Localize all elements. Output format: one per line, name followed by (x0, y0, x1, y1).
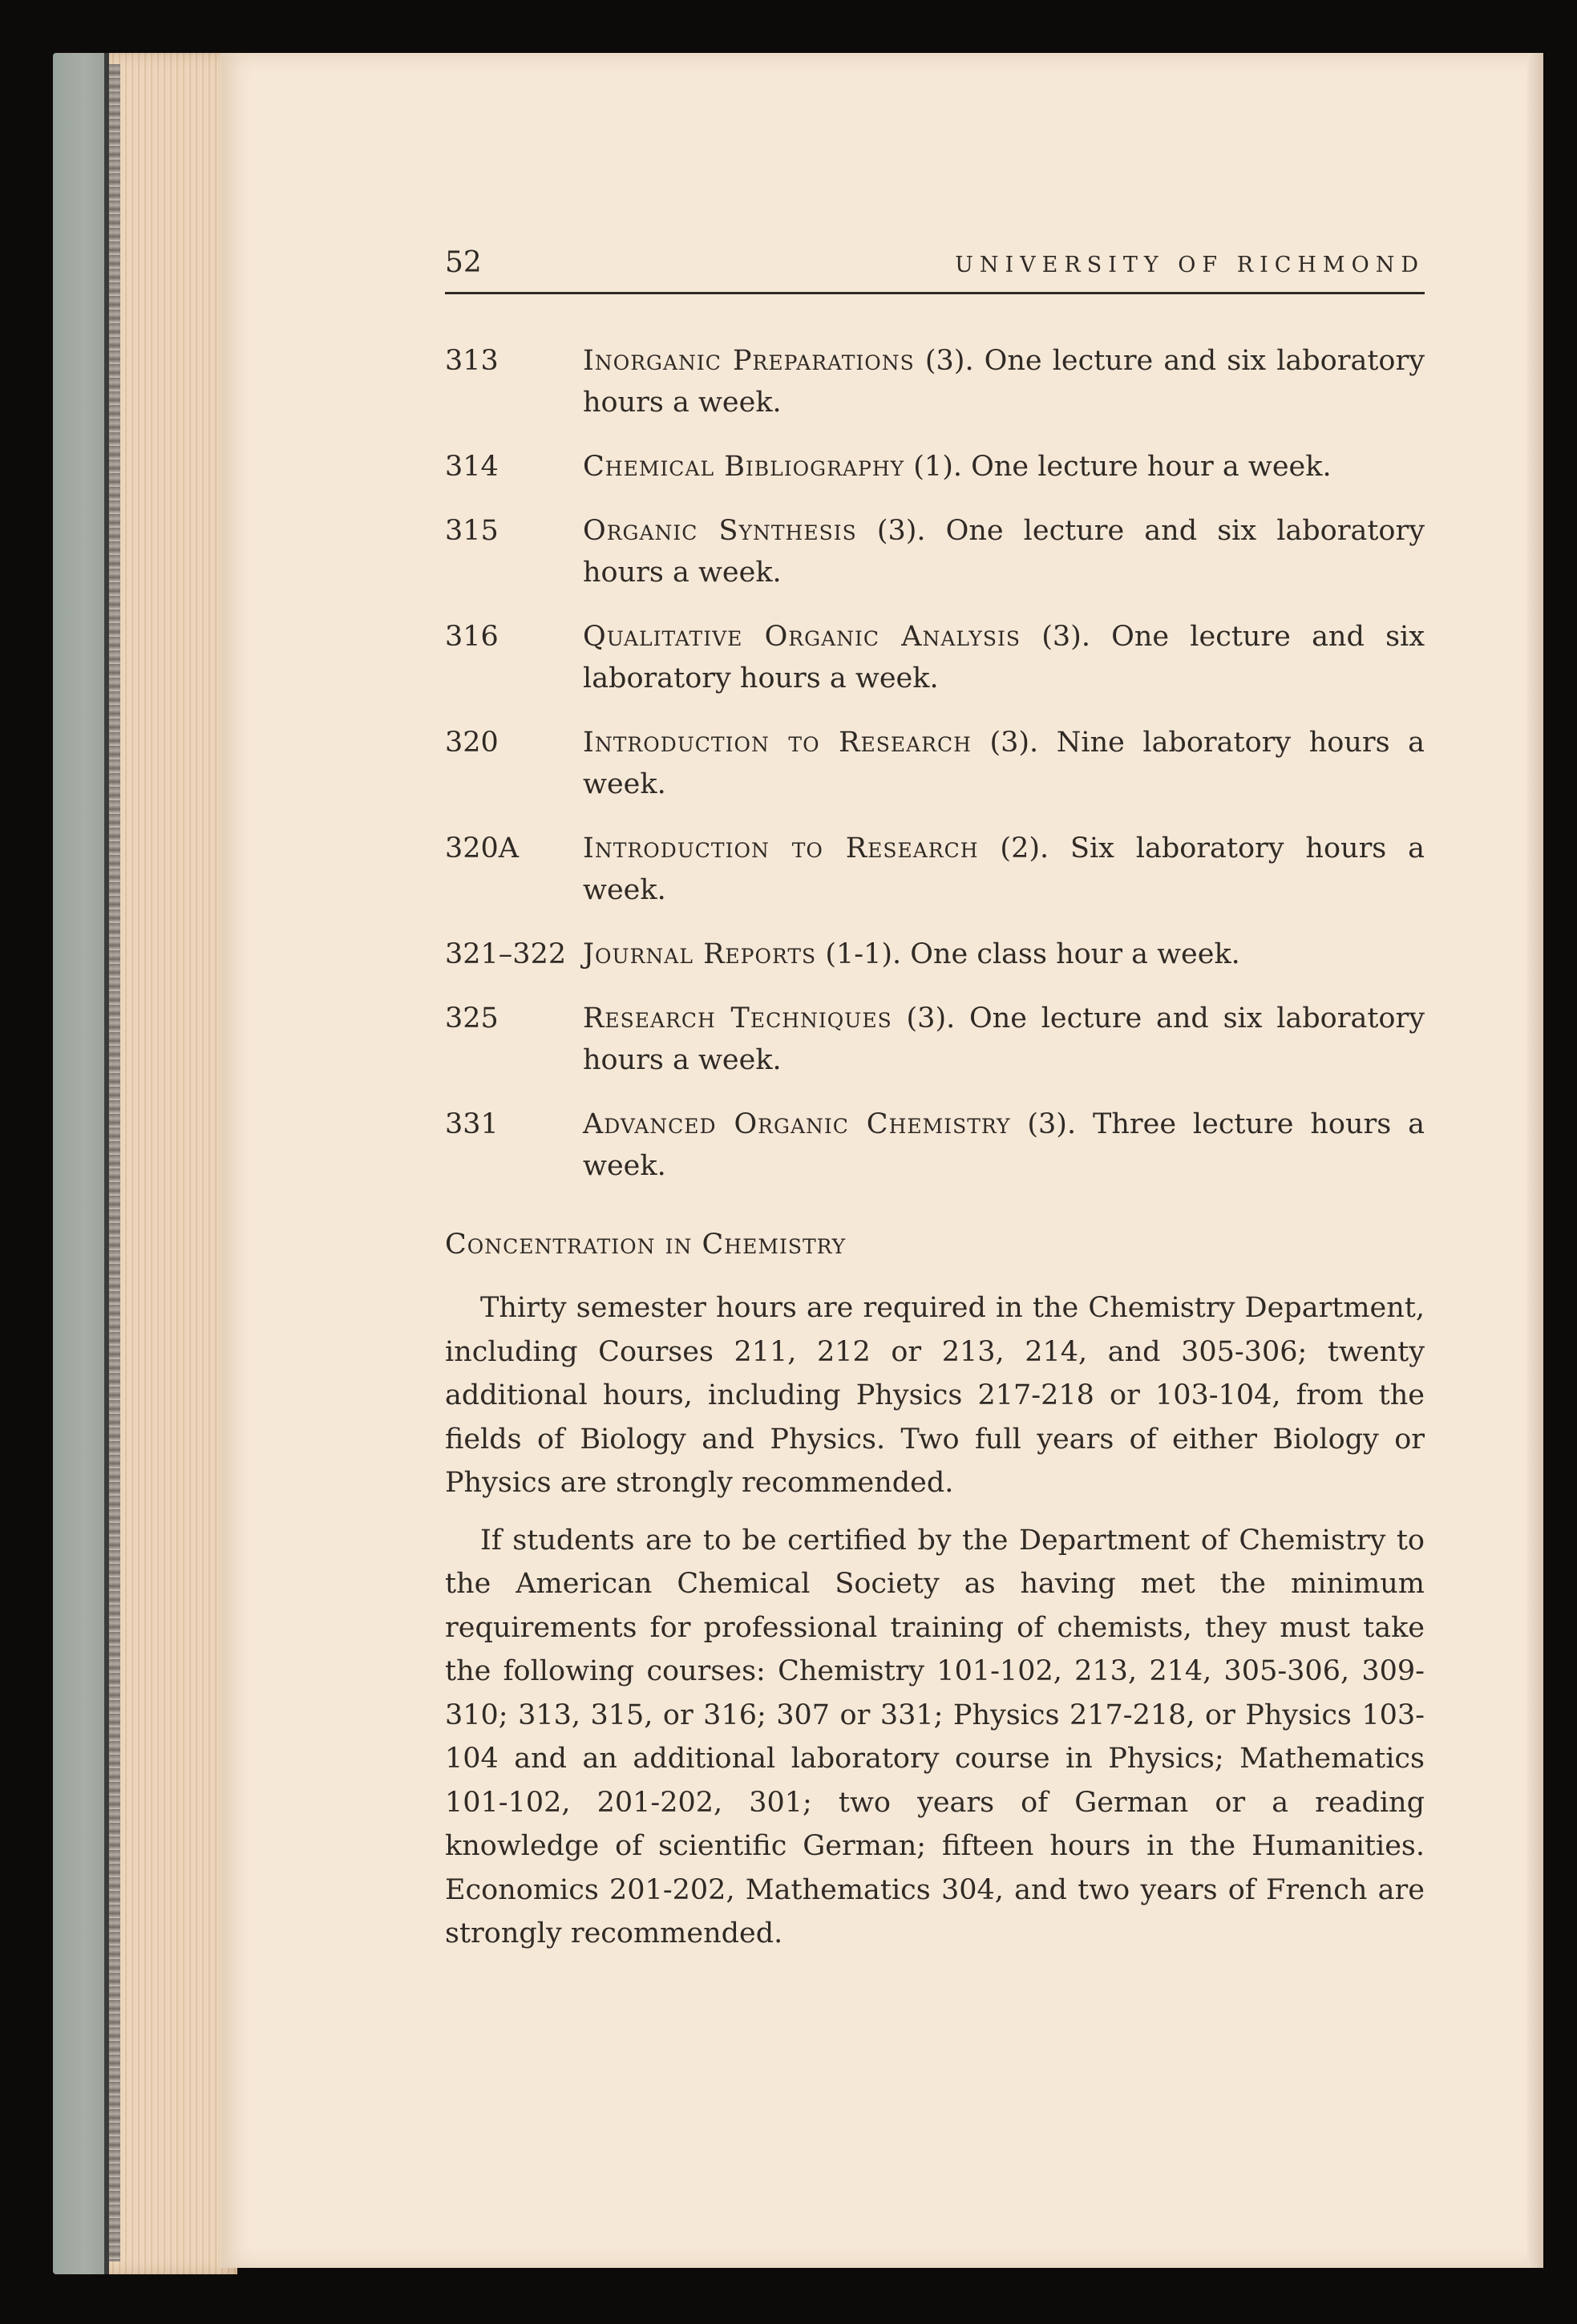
course-credits: (3). (876, 515, 926, 547)
course-number: 316 (445, 621, 499, 653)
course-description: One class hour a week. (910, 938, 1240, 970)
course-description: One lecture hour a week. (971, 451, 1332, 483)
course-description-block (583, 998, 1425, 1081)
course-number: 325 (445, 1002, 499, 1034)
course-entry (445, 722, 1425, 805)
course-title: Chemical Bibliography (583, 451, 905, 483)
course-description-block (583, 616, 1425, 699)
course-credits: (3). (989, 727, 1039, 759)
course-number: 320 (445, 727, 499, 759)
course-entry (445, 1103, 1425, 1187)
course-number: 321–322 (445, 938, 567, 970)
course-number: 320A (445, 832, 520, 864)
running-header (445, 241, 1425, 294)
course-description: One lecture and six laboratory hours a week. (583, 515, 1425, 589)
course-entry (445, 340, 1425, 423)
body-paragraph: Thirty semester hours are required in the Chemistry Department, including Courses 211, 212 or 213, 214, and 305-306; twenty additional hours, including Physics 217-218 or 103-104, from the fields of Biology and Physics. Two full years of either Biology or Physics are strongly recommended. (445, 1292, 1425, 1499)
section-heading: Concentration in Chemistry (445, 1229, 847, 1261)
binding-edge (109, 64, 120, 2261)
course-description-block (583, 722, 1425, 805)
course-credits: (3). (1041, 621, 1090, 653)
course-description-block (583, 828, 1425, 911)
course-credits: (3). (924, 345, 974, 377)
page-stack-edges (104, 53, 237, 2274)
course-credits: (2). (1000, 832, 1049, 864)
course-number: 315 (445, 515, 499, 547)
course-title: Introduction to Research (583, 727, 972, 759)
course-description-block (583, 933, 1425, 975)
course-entry (445, 933, 1425, 975)
course-entry (445, 828, 1425, 911)
course-description: One lecture and six laboratory hours a week. (583, 621, 1425, 694)
course-title: Journal Reports (583, 938, 817, 970)
course-credits: (3). (906, 1002, 956, 1034)
body-paragraph: If students are to be certified by the Department of Chemistry to the American Chemical Society as having met the minimum requirements for professional training of chemists, they must take the following courses: Chemistry 101-102, 213, 214, 305-306, 309-310; 313, 315, or 316; 307 or 331; Physics 217-218, or Physics 103-104 and an additional laboratory course in Physics; Mathematics 101-102, 201-202, 301; two years of German or a reading knowledge of scientific German; fifteen hours in the Humanities. Economics 201-202, Mathematics 304, and two years of French are strongly recommended. (445, 1524, 1425, 1949)
course-description-block (583, 1103, 1425, 1187)
course-description: One lecture and six laboratory hours a week. (583, 1002, 1425, 1076)
course-credits: (1-1). (825, 938, 902, 970)
course-title: Organic Synthesis (583, 515, 857, 547)
course-description-block (583, 446, 1425, 488)
course-title: Research Techniques (583, 1002, 892, 1034)
course-number: 331 (445, 1108, 499, 1140)
running-title: UNIVERSITY OF RICHMOND (955, 253, 1425, 277)
course-credits: (1). (913, 451, 962, 483)
course-description: Six laboratory hours a week. (583, 832, 1425, 906)
course-description: Three lecture hours a week. (583, 1108, 1425, 1182)
course-entry (445, 446, 1425, 488)
page-right-edge (1527, 53, 1543, 2268)
course-credits: (3). (1027, 1108, 1077, 1140)
course-description-block (583, 510, 1425, 593)
course-description: One lecture and six laboratory hours a week. (583, 345, 1425, 419)
course-number: 313 (445, 345, 499, 377)
course-description-block (583, 340, 1425, 423)
course-title: Introduction to Research (583, 832, 979, 864)
course-entry (445, 510, 1425, 593)
page-content (445, 241, 1425, 1970)
course-entry (445, 616, 1425, 699)
course-description: Nine laboratory hours a week. (583, 727, 1425, 800)
course-list (445, 340, 1425, 1187)
page-number: 52 (445, 246, 482, 279)
course-title: Qualitative Organic Analysis (583, 621, 1021, 653)
course-entry (445, 998, 1425, 1081)
course-number: 314 (445, 451, 499, 483)
course-title: Inorganic Preparations (583, 345, 915, 377)
course-title: Advanced Organic Chemistry (583, 1108, 1011, 1140)
